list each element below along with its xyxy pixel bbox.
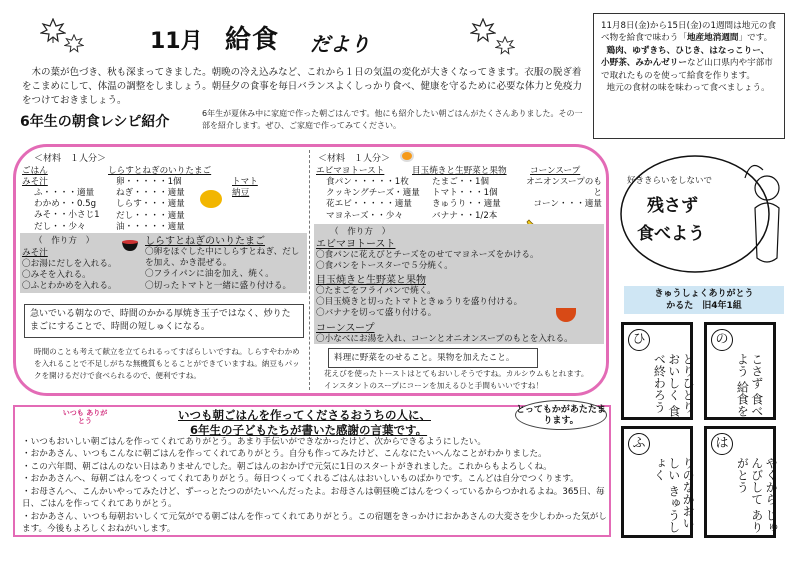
karuta-card-text: りのなかおいしい きゅうしょく xyxy=(652,457,696,533)
ingredient: たまご・・1個 xyxy=(432,177,490,187)
speech-bubble: とってもかがあたたまります。 xyxy=(515,400,607,430)
ingredient: 食パン・・・・・1枚 xyxy=(326,177,409,187)
right-ebimayo-title: エビマヨトースト xyxy=(316,166,385,176)
step: 〇食パンに花えびとチーズをのせてマヨネーズをかける。 xyxy=(316,250,539,260)
maple-leaf-icon xyxy=(495,36,515,56)
right-materials-label: ＜材料 １人分＞ xyxy=(318,154,391,164)
right-corn-steps xyxy=(316,334,601,345)
slogan-small: 好ききらいをしないで xyxy=(627,176,713,186)
karuta-card xyxy=(704,322,776,420)
right-medama-items xyxy=(432,177,517,222)
karuta-title-line2: かるた 旧4年1組 xyxy=(666,301,742,312)
karuta-card xyxy=(704,426,779,538)
ingredient: だし・・少々 xyxy=(34,221,86,232)
ingredient: しらす・・・適量 xyxy=(116,199,185,210)
karuta-title xyxy=(624,286,784,314)
right-ebimayo-method-title: エビマヨトースト xyxy=(316,239,396,250)
notice-line1-end: 」です。 xyxy=(738,33,773,44)
step: 〇フライパンに油を加え、焼く。 xyxy=(145,269,274,280)
right-ebimayo-steps xyxy=(316,250,601,272)
thanks-title-line2: 6年生の子どもたちが書いた感謝の言葉です。 xyxy=(190,422,428,437)
karuta-title-line1: きゅうしょくありがとう xyxy=(654,289,754,299)
left-miso-steps xyxy=(22,259,142,293)
thanks-title-line1: いつも朝ごはんを作ってくださるおうちの人に、 xyxy=(178,408,431,422)
karuta-card-text: やくから じゅんびして ありがとう xyxy=(735,457,779,533)
list-item: ・この六年間、朝ごはんのない日はありませんでした。朝ごはんのおかげで元気に1日のスタートがきれました。これからもよろしくね。 xyxy=(22,461,552,472)
karuta-card xyxy=(621,426,696,538)
recipe-section-description: 6年生が夏休み中に家庭で作った朝ごはんです。他にも紹介したい朝ごはんがたくさんありました。その一部を紹介します。ぜひ、ご家庭で作ってみてください。 xyxy=(202,109,583,130)
maple-leaf-icon xyxy=(40,18,66,44)
left-materials-label: ＜材料 １人分＞ xyxy=(34,154,107,164)
left-tamago-method-title: しらすとねぎのいりたまご xyxy=(145,236,265,247)
intro-paragraph: 木の葉が色づき、秋も深まってきました。朝晩の冷え込みなど、これから１日の気温の変化が大きくなってきます。衣服の脱ぎ着をこまめにして、体温の調整をしましょう。朝昼夕の食事を毎日バランスよくしっかり食べ、健康を守るために必要な体力と免疫力をつけておきましょう。 xyxy=(22,67,583,106)
step: 〇目玉焼きと切ったトマトときゅうりを盛り付ける。 xyxy=(316,297,523,308)
recipe-divider xyxy=(309,150,310,390)
step: 〇切ったトマトと一緒に盛り付ける。 xyxy=(145,280,292,291)
left-tomato: トマト xyxy=(232,177,258,187)
scrambled-egg-illustration xyxy=(200,190,222,208)
ingredient: 花エビ・・・・・適量 xyxy=(326,199,412,210)
left-miso-title: みそ汁 xyxy=(22,177,48,187)
ingredient: ふ・・・・適量 xyxy=(34,188,95,198)
right-ebimayo-items xyxy=(326,177,426,222)
list-item: ・おかあさん、いつもこんなに朝ごはんを作ってくれてありがとう。自分も作ってみたけど、こんなにたいへんなことがわかりました。 xyxy=(22,449,547,460)
ingredient: マヨネーズ・・少々 xyxy=(326,210,403,221)
step: 〇ふとわかめを入れる。 xyxy=(22,281,117,292)
slogan-line2: 食べよう xyxy=(637,224,705,244)
ingredient: きゅうり・・適量 xyxy=(432,199,501,210)
right-corn-method-title: コーンスープ xyxy=(316,323,375,334)
karuta-card-letter: の xyxy=(711,329,733,351)
right-corn-title: コーンスープ xyxy=(530,166,581,176)
step: 〇小なべにお湯を入れ、コーンとオニオンスープのもとを入れる。 xyxy=(316,334,573,344)
left-gohan: ごはん xyxy=(22,166,48,176)
ingredient: トマト・・・1個 xyxy=(432,188,498,199)
karuta-card-text: こさず 食べよう 給食を xyxy=(735,353,764,417)
left-tamago-steps xyxy=(145,247,305,292)
right-medama-title: 目玉焼きと生野菜と果物 xyxy=(412,166,507,176)
slogan-line1: 残さず xyxy=(647,196,698,216)
thanks-badge: いつも ありがとう xyxy=(62,409,108,425)
step: 〇お湯にだしを入れる。 xyxy=(22,259,117,269)
step: 〇みそを入れる。 xyxy=(22,270,91,281)
step: 〇卵をほぐした中にしらすとねぎ、だしを加え、かき混ぜる。 xyxy=(145,247,300,269)
ingredient: みそ・・小さじ1 xyxy=(34,210,100,221)
right-medama-method-title: 目玉焼きと生野菜と果物 xyxy=(316,275,426,286)
notice-line1-bold: 地産地消週間 xyxy=(686,33,739,44)
fried-egg-illustration xyxy=(400,150,414,162)
maple-leaf-icon xyxy=(470,18,496,44)
left-tamago-title: しらすとねぎのいりたまご xyxy=(108,166,212,176)
maple-leaf-icon xyxy=(64,34,84,54)
local-food-week-notice xyxy=(593,13,785,139)
right-teacher-comment: 花えびを使ったトーストはとてもおいしそうですね。カルシウムもとれます。インスタントのスープにコーンを加えるひと手間もいいですね！ xyxy=(324,369,589,390)
month-label: 11月 xyxy=(150,29,203,54)
newsletter-title: 給食 xyxy=(225,25,280,55)
ingredient: だし・・・・適量 xyxy=(116,210,185,221)
ingredient: ねぎ・・・・適量 xyxy=(116,188,185,199)
ingredient: バナナ・・1/2本 xyxy=(432,210,498,221)
ingredient: わかめ・・0.5g xyxy=(34,199,97,210)
ingredient: 油・・・・・適量 xyxy=(116,221,185,232)
karuta-card-text: とりひとり おいしく 食べ終わろう xyxy=(652,353,696,417)
notice-line1: 11月8日(金)から15日(金)の1週間は地元の食べ物を給食で味わう「 xyxy=(601,21,777,44)
thanks-message-list xyxy=(22,436,607,536)
recipe-section-title: 6年生の朝食レシピ紹介 xyxy=(20,114,170,130)
step: 〇食パンをトースターで５分焼く。 xyxy=(316,261,453,272)
karuta-card xyxy=(621,322,696,420)
left-method-label: （ 作り方 ） xyxy=(34,236,95,246)
right-note-box: 料理に野菜をのせること。果物を加えたこと。 xyxy=(328,348,538,368)
notice-foods: 鶏肉、ゆずきち、ひじき、はなっこりー、小野茶、みかんゼリー xyxy=(601,45,770,69)
ingredient: オニオンスープのもと xyxy=(526,177,602,199)
left-natto: 納豆 xyxy=(232,188,250,198)
slogan-illustration xyxy=(617,148,789,276)
karuta-card-letter: ふ xyxy=(628,433,650,455)
notice-line2-end: など山口県内や宇部市で取れたものを使って給食を作ります。 xyxy=(601,58,773,81)
right-method-label: （ 作り方 ） xyxy=(330,227,391,237)
left-miso-method-title: みそ汁 xyxy=(22,248,48,258)
list-item: ・お母さんへ、こんかいやってみたけど、ずーっとたつのがたいへんだったよ。お母さんは朝昼晩ごはんをつくっているからつかれるよね。365日、毎日、ごはんを作ってくれてありがとう。 xyxy=(22,486,605,510)
ingredient: 卵・・・・・1個 xyxy=(116,177,182,187)
karuta-card-letter: は xyxy=(711,433,733,455)
newsletter-title-kana: だより xyxy=(310,32,370,56)
karuta-card-letter: ひ xyxy=(628,329,650,351)
left-tamago-items xyxy=(116,177,206,233)
step: 〇バナナを切って盛り付ける。 xyxy=(316,308,437,319)
list-item: ・いつもおいしい朝ごはんを作ってくれてありがとう。あまり手伝いができなかったけど、次からできるようにしたい。 xyxy=(22,437,486,447)
left-teacher-comment: 時間のことも考えて献立を立てられるってすばらしいですね。しらすやわかめを入れることで不足しがちな無機質もとることができていますね。納豆もパックを開けるだけで食べられるので、便利ですね。 xyxy=(34,347,300,380)
slogan-speech-circle xyxy=(617,148,789,276)
soup-bowl-icon xyxy=(120,236,140,252)
right-corn-items xyxy=(520,177,602,211)
notice-line3: 地元の食材の味を味わって食べましょう。 xyxy=(606,83,770,94)
ingredient: コーン・・・適量 xyxy=(533,199,602,210)
step: 〇たまごをフライパンで焼く。 xyxy=(316,286,436,296)
list-item: ・おかあさん、いつも毎朝おいしくて元気がでる朝ごはんを作ってくれてありがとう。この宿題をきっかけにおかあさんの大変さを少しわかった気がします。今後もよろしくおねがいします。 xyxy=(22,511,607,535)
left-note-box: 急いでいる朝なので、時間のかかる厚焼き玉子ではなく、炒りたまごにすることで、時間の短しゅくになる。 xyxy=(24,304,304,338)
list-item: ・おかあさんへ、毎朝ごはんをつくってくれてありがとう。毎日つくってくれるごはんはおいしいものばかりです。こんどは自分でつくります。 xyxy=(22,474,579,485)
thanks-title xyxy=(178,408,431,438)
ingredient: クッキングチーズ・適量 xyxy=(326,188,420,199)
